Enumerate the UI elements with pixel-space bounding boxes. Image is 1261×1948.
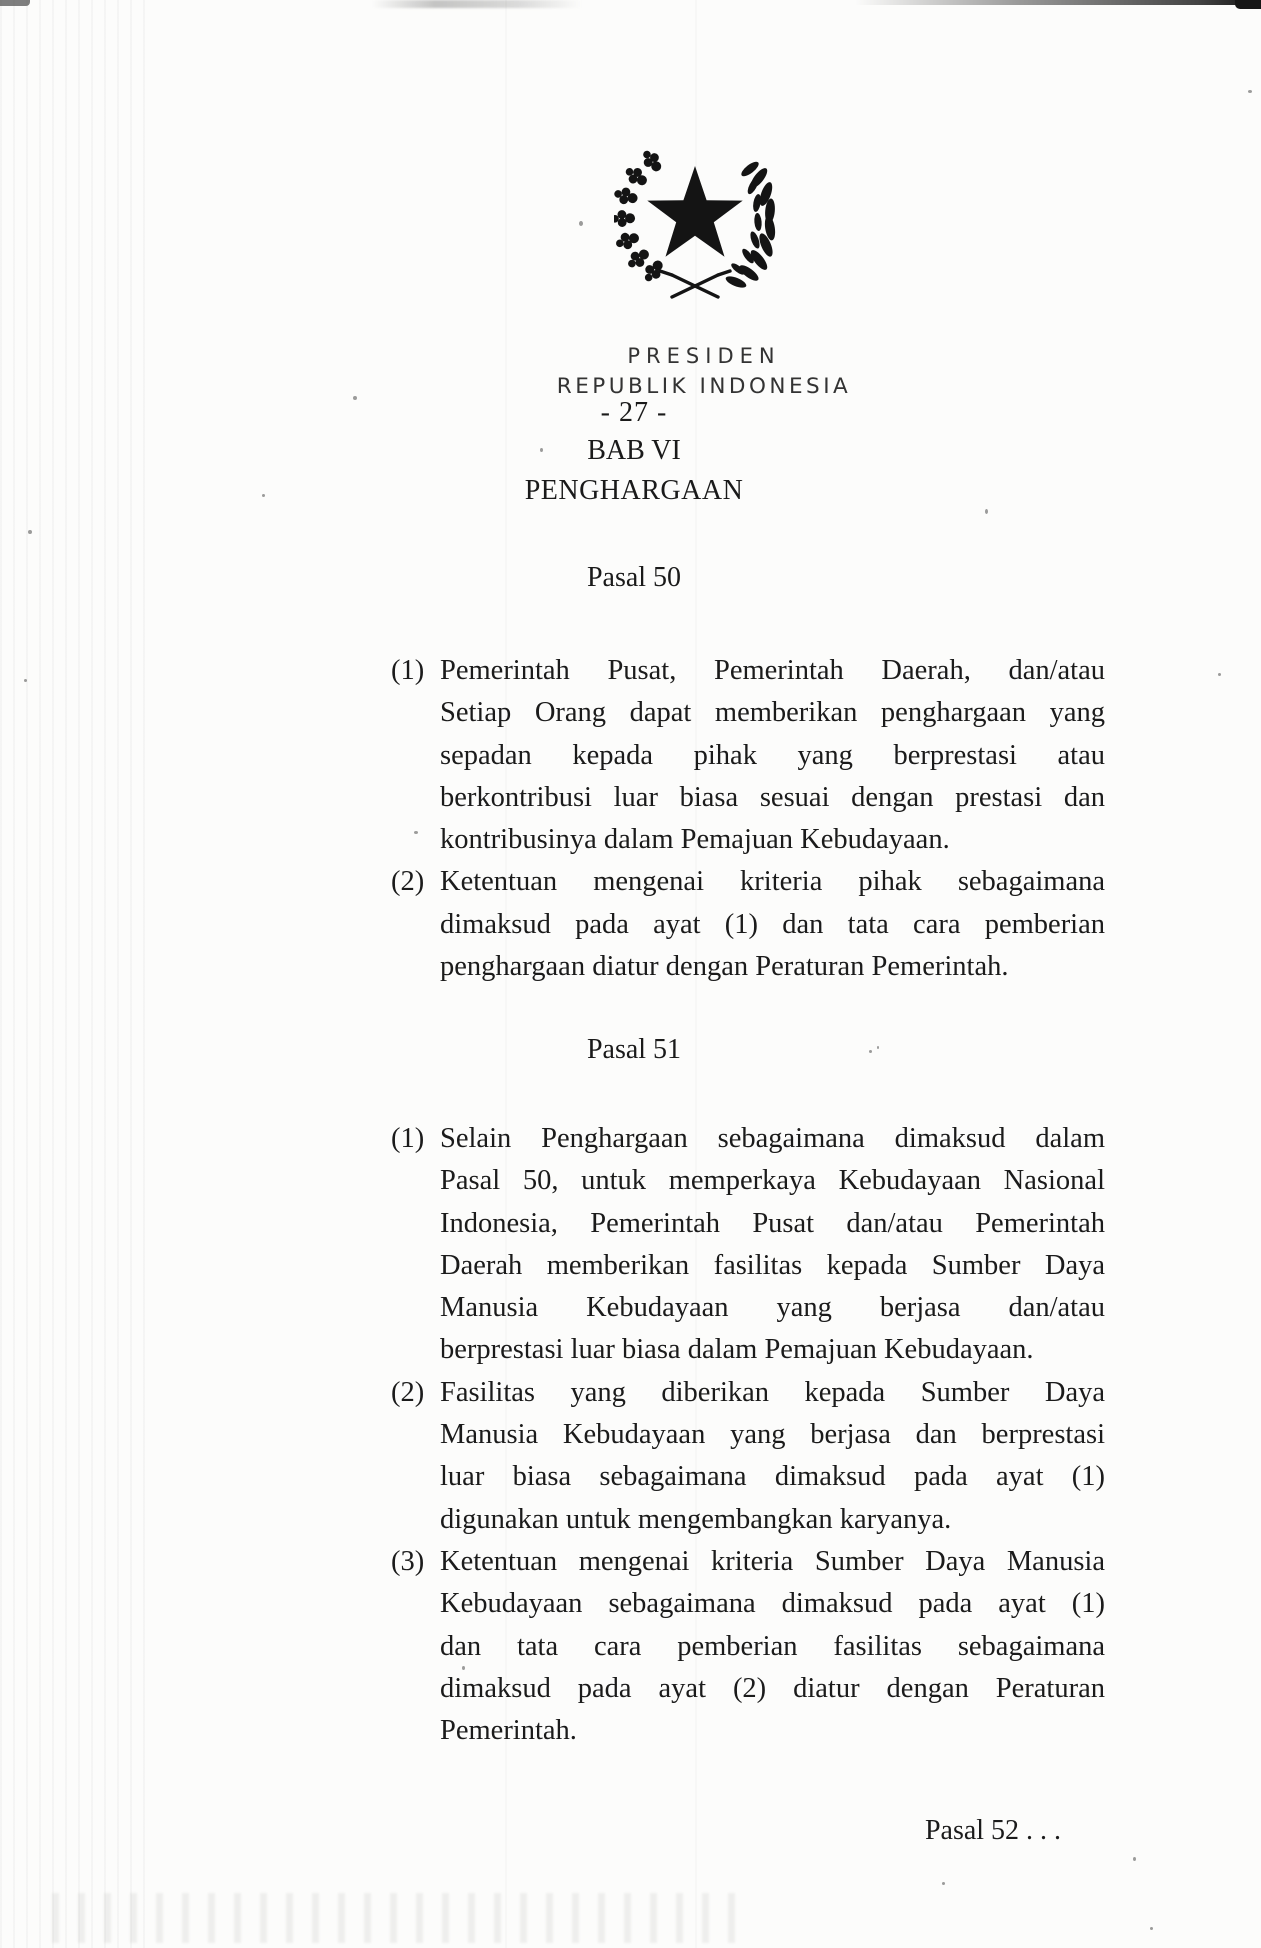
clause-number: (1) [391, 655, 425, 686]
continuation-marker: Pasal 52 . . . [924, 1815, 1062, 1846]
text-line: berprestasi luar biasa dalam Pemajuan Kebudayaan. [440, 1334, 1034, 1366]
text-line: Kebudayaan sebagaimana dimaksud pada ayat (1) [440, 1588, 1105, 1620]
text-line: Fasilitas yang diberikan kepada Sumber Daya [440, 1376, 1105, 1408]
scan-speck [353, 396, 357, 400]
text-line: Manusia Kebudayaan yang berjasa dan berprestasi [440, 1419, 1105, 1451]
text-line: Ketentuan mengenai kriteria Sumber Daya Manusia [440, 1545, 1105, 1577]
scan-corner-smudge [1235, 0, 1261, 9]
scan-speck [942, 1882, 945, 1885]
article-heading-pasal-51: Pasal 51 [586, 1034, 682, 1065]
article-body-pasal-51 [391, 1118, 1105, 1752]
scan-speck [262, 494, 265, 497]
article-heading-pasal-50: Pasal 50 [586, 562, 682, 593]
letterhead-presiden: PRESIDEN [627, 344, 781, 368]
text-line: luar biasa sebagaimana dimaksud pada ayat (1) [440, 1461, 1105, 1493]
scan-speck [1248, 90, 1252, 93]
presidential-emblem-icon [614, 134, 776, 304]
text-line: Pemerintah Pusat, Pemerintah Daerah, dan/atau [440, 655, 1105, 686]
scan-speck [1150, 1927, 1153, 1930]
clause-number: (1) [391, 1123, 425, 1154]
chapter-label: BAB VI [587, 435, 681, 466]
letterhead-republik-indonesia: REPUBLIK INDONESIA [556, 374, 852, 399]
text-line: Pasal 50, untuk memperkaya Kebudayaan Nasional [440, 1165, 1105, 1197]
clause-number: (2) [391, 1376, 425, 1408]
text-line: dan tata cara pemberian fasilitas sebagaimana [440, 1630, 1105, 1662]
clause-number: (3) [391, 1545, 425, 1577]
text-line: dimaksud pada ayat (1) dan tata cara pemberian [440, 908, 1105, 940]
clause [391, 1372, 1105, 1541]
text-line: kontribusinya dalam Pemajuan Kebudayaan. [440, 824, 950, 856]
scan-streaks-bottom [52, 1893, 752, 1943]
scan-speck [985, 509, 988, 514]
text-line: digunakan untuk mengembangkan karyanya. [440, 1503, 952, 1535]
text-line: penghargaan diatur dengan Peraturan Pemerintah. [440, 951, 1009, 983]
text-line: dimaksud pada ayat (2) diatur dengan Peraturan [440, 1672, 1105, 1704]
text-line: Indonesia, Pemerintah Pusat dan/atau Pemerintah [440, 1207, 1105, 1239]
page-number: - 27 - [600, 397, 668, 428]
text-line: berkontribusi luar biasa sesuai dengan prestasi dan [440, 781, 1105, 813]
scan-blotch [372, 0, 582, 8]
scan-speck [28, 530, 32, 534]
article-body-pasal-50 [391, 650, 1105, 988]
clause [391, 861, 1105, 988]
text-line: Setiap Orang dapat memberikan penghargaan yang [440, 697, 1105, 729]
text-line: Daerah memberikan fasilitas kepada Sumber Daya [440, 1249, 1105, 1281]
clause [391, 1541, 1105, 1752]
scan-speck [24, 679, 27, 682]
scan-speck [579, 221, 583, 226]
scan-streaks-left [0, 0, 150, 1948]
clause-number: (2) [391, 866, 425, 898]
scan-speck [1133, 1857, 1136, 1861]
text-line: sepadan kepada pihak yang berprestasi atau [440, 739, 1105, 771]
scan-topband [855, 0, 1261, 5]
chapter-title: PENGHARGAAN [524, 475, 744, 506]
text-line: Pemerintah. [440, 1715, 577, 1747]
clause [391, 650, 1105, 861]
scan-corner-smudge [0, 0, 30, 6]
text-line: Manusia Kebudayaan yang berjasa dan/atau [440, 1292, 1105, 1324]
text-line: Selain Penghargaan sebagaimana dimaksud dalam [440, 1123, 1105, 1154]
text-line: Ketentuan mengenai kriteria pihak sebagaimana [440, 866, 1105, 898]
clause [391, 1118, 1105, 1372]
scan-speck [1218, 673, 1221, 676]
